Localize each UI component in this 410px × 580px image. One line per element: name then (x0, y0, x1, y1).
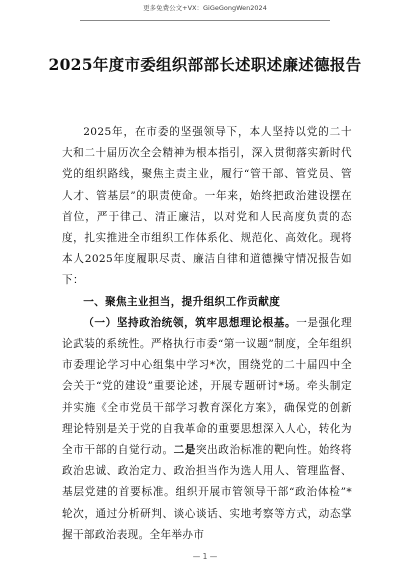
page-header (0, 0, 410, 26)
document-title: 2025年度市委组织部部长述职述廉述德报告 (48, 55, 362, 74)
subsection-intro-text: 一是强化理论武装的系统性。严格执行市委“第一议题”制度，全年组织市委理论学习中心组集中学习*次，围绕党的二十届四中全会关于“党的建设”重要论述，开展专题研讨*场。牵头制定并实施《全市党员干部学习教育深化方案》，确保党的创新理论特别是关于党的自我革命的重要思想深入人心，转化为全市干部的自觉行动。 (62, 316, 352, 457)
point-two-label: 二是 (173, 444, 196, 457)
section-heading-1: 一、聚焦主业担当，提升组织工作贡献度 (83, 295, 281, 308)
subsection-paragraph-1 (62, 313, 352, 546)
subsection-heading-1: （一）坚持政治统领，筑牢思想理论根基。 (83, 316, 297, 329)
intro-paragraph: 2025年，在市委的坚强领导下，本人坚持以党的二十大和二十届历次全会精神为根本指引，深入贯彻落实新时代党的组织路线，聚焦主责主业，履行“管干部、管党员、管人才、管基层”的职责使命。一年来，始终把政治建设摆在首位，严于律己、清正廉洁，以对党和人民高度负责的态度，扎实推进全市组织工作体系化、规范化、高效化。现将本人2025年度履职尽责、廉洁自律和道德操守情况报告如下： (62, 126, 352, 287)
header-rule (80, 20, 330, 21)
point-two-text: 突出政治标准的靶向性。始终将政治忠诚、政治定力、政治担当作为选人用人、管理监督、基层党建的首要标准。组织开展市管领导干部“政治体检”*轮次，通过分析研判、谈心谈话、实地考察等方式，动态掌握干部政治表现。全年举办市 (62, 444, 352, 541)
document-body (62, 122, 352, 546)
header-text: 更多免费公文+VX：GiGeGongWen2024 (143, 4, 267, 12)
page-number: — 1 — (192, 552, 218, 561)
